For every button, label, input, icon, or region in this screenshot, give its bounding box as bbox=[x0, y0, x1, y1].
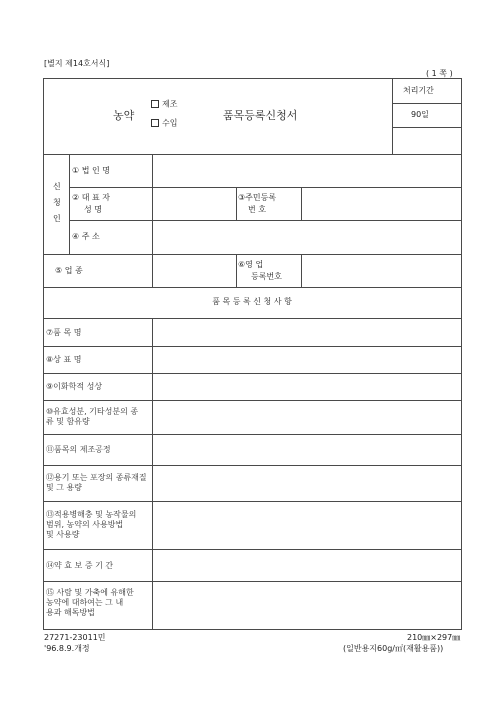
address-field[interactable] bbox=[153, 221, 461, 254]
item-label-container: ⑫용기 또는 포장의 종류재질 및 그 용량 bbox=[46, 473, 147, 492]
physicochemical-field[interactable] bbox=[153, 374, 461, 400]
corp-name-field[interactable] bbox=[153, 155, 461, 187]
item-label-product-name: ⑦품 목 명 bbox=[46, 328, 82, 337]
title-pesticide: 농약 bbox=[113, 109, 135, 122]
business-reg-label-2: 등록번호 bbox=[251, 272, 282, 281]
section-title: 품 목 등 록 신 청 사 항 bbox=[212, 297, 292, 306]
item-label-manufacturing-process: ⑪품목의 제조공정 bbox=[46, 445, 111, 454]
resident-number-field[interactable] bbox=[302, 188, 461, 220]
processing-period-value: 90일 bbox=[411, 110, 429, 119]
option-manufacture-label: 제조 bbox=[162, 99, 178, 109]
paper-type: (일반용지60g/㎡(재활용품)) bbox=[343, 644, 444, 653]
applicant-side-2: 청 bbox=[53, 198, 61, 207]
applicant-side-3: 인 bbox=[53, 214, 61, 223]
checkbox-icon[interactable] bbox=[151, 119, 159, 127]
manufacturing-process-field[interactable] bbox=[153, 435, 461, 465]
checkbox-icon[interactable] bbox=[151, 100, 159, 108]
form-code: 27271-23011민 bbox=[44, 633, 106, 642]
corp-name-label: ① 법 인 명 bbox=[72, 166, 110, 175]
container-field[interactable] bbox=[153, 466, 461, 501]
form-reference: [별지 제14호서식] bbox=[44, 59, 110, 68]
business-reg-field[interactable] bbox=[302, 255, 461, 287]
page-number: ( 1 쪽 ) bbox=[426, 69, 453, 78]
revision-date: '96.8.9.개정 bbox=[44, 644, 90, 653]
application-scope-field[interactable] bbox=[153, 502, 461, 549]
business-reg-label: ⑥영 업 bbox=[238, 260, 264, 269]
product-name-field[interactable] bbox=[153, 319, 461, 346]
item-label-application-scope: ⑬적용병해충 및 농작물의 범위, 농약의 사용방법 및 사용량 bbox=[46, 510, 137, 539]
item-label-brand-name: ⑧상 표 명 bbox=[46, 355, 82, 364]
resident-number-label: ③주민등록 bbox=[238, 193, 277, 202]
item-label-physicochemical: ⑨이화학적 성상 bbox=[46, 382, 103, 391]
address-label: ④ 주 소 bbox=[72, 232, 100, 241]
option-import[interactable] bbox=[151, 119, 177, 128]
item-label-ingredients: ⑩유효성분, 기타성분의 종 류 및 함유량 bbox=[46, 407, 139, 426]
resident-number-label-2: 번 호 bbox=[248, 205, 266, 214]
efficacy-period-field[interactable] bbox=[153, 550, 461, 581]
ingredients-field[interactable] bbox=[153, 401, 461, 434]
processing-period-label: 처리기간 bbox=[403, 86, 434, 95]
option-manufacture[interactable] bbox=[151, 100, 177, 109]
paper-size: 210㎜×297㎜ bbox=[407, 633, 461, 642]
option-import-label: 수입 bbox=[162, 118, 178, 128]
representative-name-field[interactable] bbox=[153, 188, 236, 220]
business-type-field[interactable] bbox=[153, 255, 236, 287]
item-label-toxicity: ⑮ 사람 및 가축에 유해한 농약에 대하여는 그 내 용과 해독방법 bbox=[46, 588, 134, 617]
brand-name-field[interactable] bbox=[153, 347, 461, 373]
representative-label: ② 대 표 자 bbox=[72, 193, 110, 202]
toxicity-field[interactable] bbox=[153, 582, 461, 629]
business-type-label: ⑤ 업 종 bbox=[55, 266, 83, 275]
item-label-efficacy-period: ⑭약 효 보 증 기 간 bbox=[46, 561, 114, 570]
representative-label-2: 성 명 bbox=[84, 205, 102, 214]
form-title: 품목등록신청서 bbox=[223, 109, 298, 122]
applicant-side-1: 신 bbox=[53, 182, 61, 191]
